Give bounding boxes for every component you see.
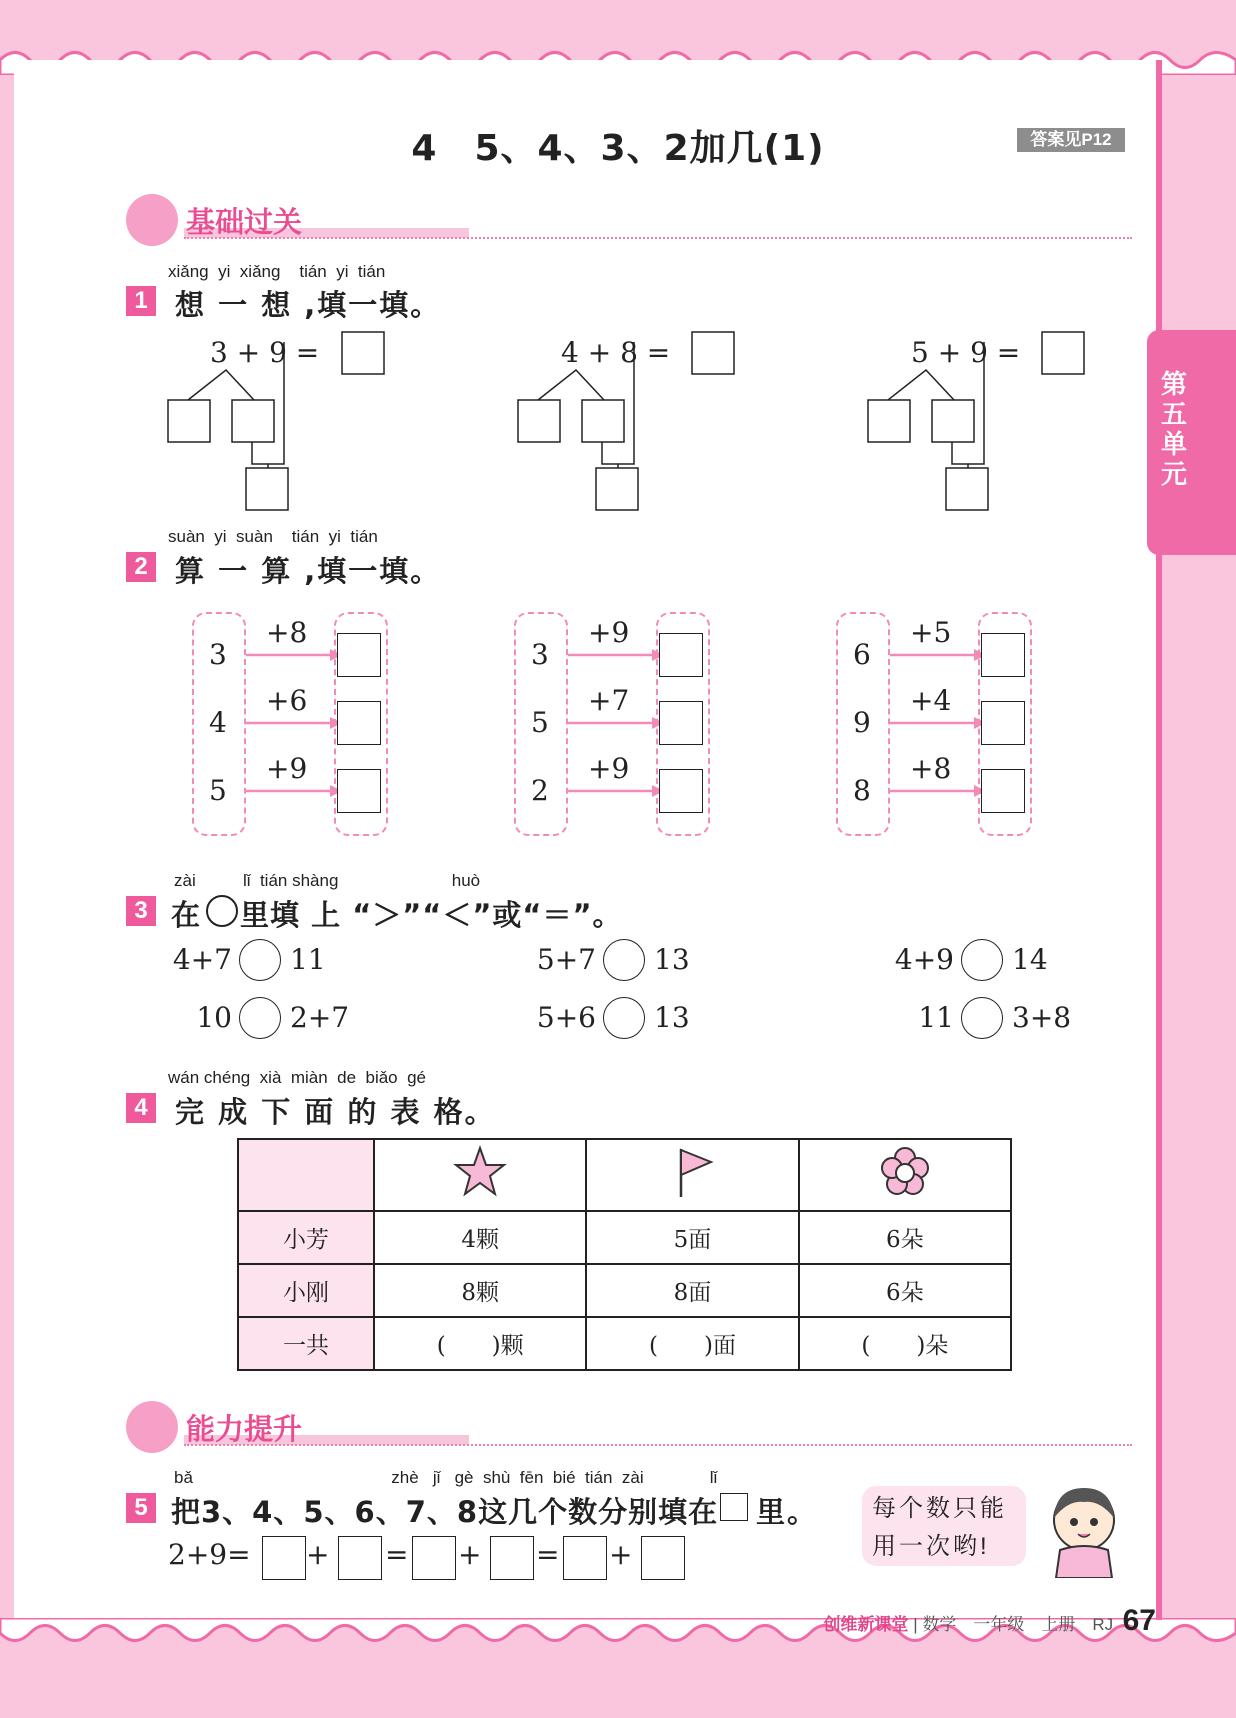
q2-start-number: 6: [853, 638, 871, 671]
q3-instruction-end: 里填 上 “＞”“＜”或“＝”。: [240, 898, 623, 932]
table-row: [238, 1211, 1011, 1264]
section-label-basic: 基础过关: [186, 205, 303, 239]
join-line: [602, 442, 618, 468]
arrow-icon: [888, 648, 988, 662]
arrow-icon: [566, 716, 666, 730]
q1-instruction: 想 一 想 ,填一填。: [175, 288, 442, 322]
q2-start-number: 5: [531, 706, 549, 739]
q2-operation-label: +8: [910, 752, 952, 785]
footer-subject: 数学 一年级 上册 RJ: [922, 1615, 1114, 1634]
q5-blank-box[interactable]: [412, 1536, 456, 1580]
hint-speech-bubble: [862, 1486, 1026, 1566]
q5-plus-sign: +: [609, 1538, 633, 1571]
q2-operation-label: +9: [588, 616, 630, 649]
q3-right-expression: 2+7: [290, 1001, 350, 1034]
q5-equals-sign: =: [385, 1538, 409, 1571]
q1-sum-box[interactable]: [946, 468, 988, 510]
q5-pinyin: bǎ zhè jǐ gè shù fēn bié tián zài lǐ: [174, 1468, 718, 1487]
q1-answer-box[interactable]: [342, 332, 384, 374]
arrow-icon: [244, 648, 344, 662]
q2-start-number: 3: [209, 638, 227, 671]
q2-instruction: 算 一 算 ,填一填。: [175, 554, 442, 588]
q5-blank-box[interactable]: [641, 1536, 685, 1580]
q3-compare-circle[interactable]: [961, 997, 1003, 1039]
q3-left-expression: 11: [918, 1001, 954, 1034]
q1-equation-1: 3 + 9 =: [210, 336, 320, 369]
unit-side-tab-label: 第五单元: [1160, 370, 1187, 490]
q1-answer-box[interactable]: [692, 332, 734, 374]
q2-operation-label: +7: [588, 684, 630, 717]
q2-start-number: 2: [531, 774, 549, 807]
q5-blank-box[interactable]: [563, 1536, 607, 1580]
table-cell: 8颗: [374, 1264, 586, 1317]
answer-reference-badge: 答案见P12: [1017, 128, 1125, 152]
q2-answer-box[interactable]: [337, 769, 381, 813]
section-dotted-line: [184, 1444, 1132, 1446]
table-answer-cell[interactable]: ( )朵: [799, 1317, 1011, 1370]
q4-instruction: 完 成 下 面 的 表 格。: [175, 1095, 496, 1129]
q4-table: [237, 1138, 1012, 1371]
q3-instruction-start: 在: [171, 898, 203, 932]
q5-blank-box[interactable]: [262, 1536, 306, 1580]
split-line: [538, 370, 604, 400]
section-header-basic: [126, 198, 1126, 238]
girl-character-icon: [1040, 1478, 1128, 1578]
arrow-icon: [244, 784, 344, 798]
q3-pinyin: zài lǐ tián shàng huò: [174, 871, 481, 890]
q5-equation-start: 2+9=: [168, 1538, 251, 1571]
q3-compare-circle[interactable]: [961, 939, 1003, 981]
q1-split-box-right[interactable]: [932, 400, 974, 442]
table-row-header: 小刚: [238, 1264, 374, 1317]
q1-split-box-right[interactable]: [582, 400, 624, 442]
table-row-header: 一共: [238, 1317, 374, 1370]
q2-start-number: 9: [853, 706, 871, 739]
q2-pinyin: suàn yi suàn tián yi tián: [168, 527, 378, 546]
page-footer: 创维新课堂 | 数学 一年级 上册 RJ 67: [823, 1604, 1156, 1637]
split-line: [188, 370, 254, 400]
q2-operation-label: +8: [266, 616, 308, 649]
q3-compare-circle[interactable]: [603, 939, 645, 981]
q2-operation-label: +9: [588, 752, 630, 785]
q1-sum-box[interactable]: [596, 468, 638, 510]
q4-number-badge: 4: [126, 1093, 156, 1123]
section-dotted-line: [184, 237, 1132, 239]
section-header-advance: [126, 1405, 1126, 1445]
q1-answer-box[interactable]: [1042, 332, 1084, 374]
flower-icon: [878, 1145, 932, 1199]
q2-operation-label: +6: [266, 684, 308, 717]
q5-instruction-end: 里。: [756, 1495, 819, 1529]
q3-right-expression: 3+8: [1012, 1001, 1072, 1034]
page-title: 4 5、4、3、2加几(1): [411, 128, 825, 169]
q1-split-box-left[interactable]: [518, 400, 560, 442]
arrow-icon: [566, 784, 666, 798]
q3-number-badge: 3: [126, 896, 156, 926]
q3-left-expression: 5+7: [536, 943, 596, 976]
q1-pinyin: xiǎng yi xiǎng tián yi tián: [168, 262, 386, 281]
page-number: 67: [1122, 1604, 1156, 1637]
q3-right-expression: 14: [1012, 943, 1048, 976]
q2-start-number: 4: [209, 706, 227, 739]
q2-answer-box[interactable]: [337, 701, 381, 745]
q1-split-box-right[interactable]: [232, 400, 274, 442]
split-line: [888, 370, 954, 400]
q5-plus-sign: +: [306, 1538, 330, 1571]
mascot-icon: [126, 194, 178, 246]
q3-left-expression: 5+6: [536, 1001, 596, 1034]
table-row: [238, 1317, 1011, 1370]
table-cell: 6朵: [799, 1211, 1011, 1264]
arrow-icon: [888, 784, 988, 798]
hint-line-2: 用一次哟!: [872, 1533, 990, 1560]
q4-pinyin: wán chéng xià miàn de biǎo gé: [168, 1068, 426, 1087]
q3-compare-circle[interactable]: [603, 997, 645, 1039]
arrow-icon: [244, 716, 344, 730]
q1-number-badge: 1: [126, 286, 156, 316]
table-cell: 4颗: [374, 1211, 586, 1264]
table-header-star: [374, 1139, 586, 1211]
q2-start-number: 3: [531, 638, 549, 671]
table-cell: 6朵: [799, 1264, 1011, 1317]
q2-answer-box[interactable]: [981, 769, 1025, 813]
q3-right-expression: 11: [290, 943, 326, 976]
hint-line-1: 每个数只能: [872, 1495, 1007, 1522]
q2-answer-box[interactable]: [659, 769, 703, 813]
star-icon: [453, 1145, 507, 1199]
section-label-advance: 能力提升: [186, 1412, 303, 1446]
q3-compare-circle[interactable]: [239, 997, 281, 1039]
q2-start-number: 8: [853, 774, 871, 807]
q3-right-expression: 13: [654, 943, 690, 976]
table-row-header: 小芳: [238, 1211, 374, 1264]
table-cell: 5面: [586, 1211, 798, 1264]
q5-blank-box[interactable]: [490, 1536, 534, 1580]
q2-answer-box[interactable]: [659, 701, 703, 745]
join-line: [252, 442, 268, 468]
arrow-icon: [566, 648, 666, 662]
q2-operation-label: +4: [910, 684, 952, 717]
q5-number-badge: 5: [126, 1493, 156, 1523]
q3-right-expression: 13: [654, 1001, 690, 1034]
table-corner-cell: [238, 1139, 374, 1211]
q2-start-number: 5: [209, 774, 227, 807]
circle-symbol-icon: [206, 895, 238, 927]
table-row: [238, 1264, 1011, 1317]
q5-equals-sign: =: [536, 1538, 560, 1571]
q2-number-badge: 2: [126, 552, 156, 582]
q2-operation-label: +5: [910, 616, 952, 649]
q2-operation-label: +9: [266, 752, 308, 785]
table-header-flower: [799, 1139, 1011, 1211]
blank-box-symbol-icon: [720, 1493, 748, 1521]
q1-equation-2: 4 + 8 =: [561, 336, 671, 369]
q1-sum-box[interactable]: [246, 468, 288, 510]
table-header-flag: [586, 1139, 798, 1211]
q3-left-expression: 4+9: [894, 943, 954, 976]
right-edge-line: [1156, 60, 1162, 1620]
q2-answer-box[interactable]: [337, 633, 381, 677]
mascot-icon: [126, 1401, 178, 1453]
table-answer-cell[interactable]: ( )颗: [374, 1317, 586, 1370]
table-answer-cell[interactable]: ( )面: [586, 1317, 798, 1370]
arrow-icon: [888, 716, 988, 730]
q3-left-expression: 10: [196, 1001, 232, 1034]
q2-answer-box[interactable]: [659, 633, 703, 677]
q3-left-expression: 4+7: [172, 943, 232, 976]
footer-brand: 创维新课堂: [823, 1615, 909, 1634]
flag-icon: [665, 1145, 719, 1199]
q1-split-box-left[interactable]: [868, 400, 910, 442]
q5-plus-sign: +: [458, 1538, 482, 1571]
q3-compare-circle[interactable]: [239, 939, 281, 981]
join-line: [952, 442, 968, 468]
q5-blank-box[interactable]: [338, 1536, 382, 1580]
q1-equation-3: 5 + 9 =: [911, 336, 1021, 369]
table-cell: 8面: [586, 1264, 798, 1317]
q5-instruction-start: 把3、4、5、6、7、8这几个数分别填在: [171, 1495, 719, 1529]
q2-answer-box[interactable]: [981, 701, 1025, 745]
q2-answer-box[interactable]: [981, 633, 1025, 677]
q1-split-box-left[interactable]: [168, 400, 210, 442]
